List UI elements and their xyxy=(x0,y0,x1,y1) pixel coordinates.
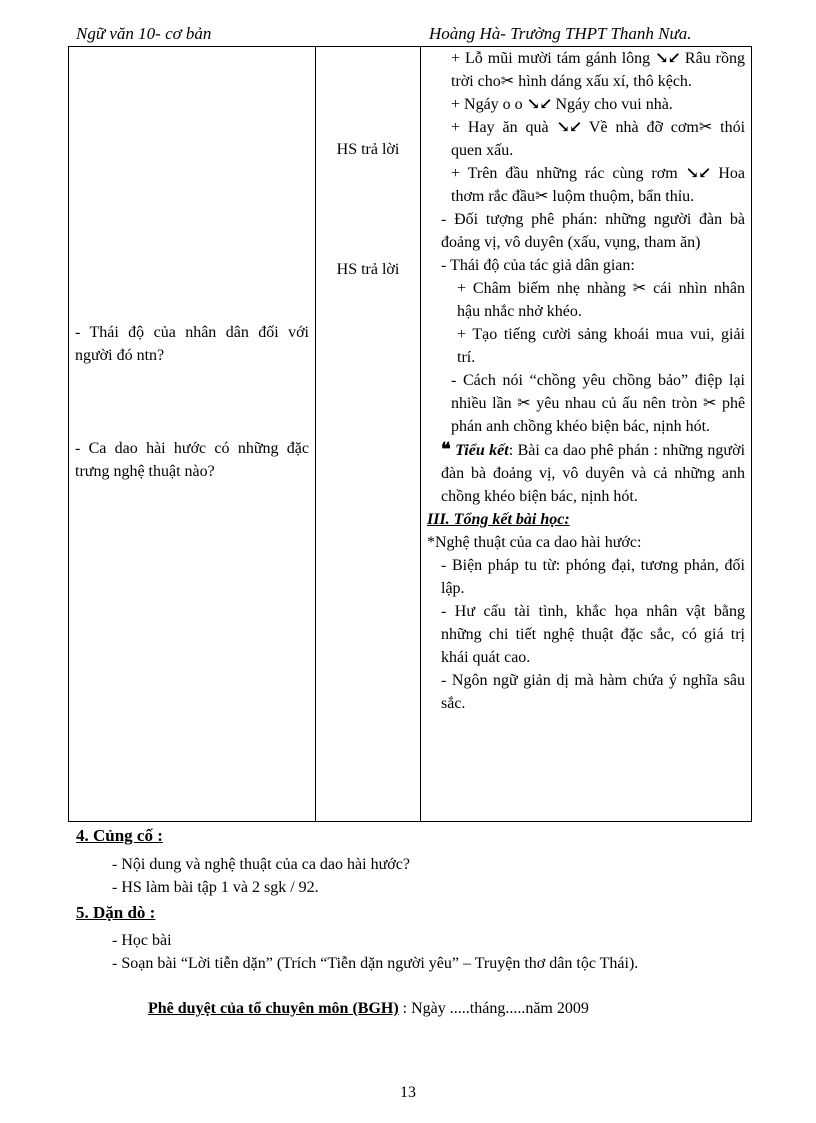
scissors-icon: ✂ xyxy=(698,119,713,136)
content-line: - Thái độ của tác giả dân gian: xyxy=(441,257,635,274)
arrow-icon: ↘↙ xyxy=(685,165,711,182)
scissors-icon: ✂ xyxy=(500,73,515,90)
arrow-icon: ↘↙ xyxy=(556,119,582,136)
approval-date: : Ngày .....tháng.....năm 2009 xyxy=(398,1000,589,1017)
arrow-icon: ↘↙ xyxy=(655,50,680,67)
content-line: - Ngôn ngữ giản dị mà hàm chứa ý nghĩa sâu sắc. xyxy=(441,672,745,712)
content-line: + Lỗ mũi mười tám gánh lông ↘↙ Râu rồng trời cho✂ hình dáng xấu xí, thô kệch. xyxy=(451,50,746,90)
content-line: - Cách nói “chồng yêu chồng bảo” điệp lại nhiều lần ✂ yêu nhau củ ấu nên tròn ✂ phê phán anh chồng khéo biện bác, nịnh hót. xyxy=(451,372,746,435)
content-line: *Nghệ thuật của ca dao hài hước: xyxy=(427,534,642,551)
question-attitude: - Thái độ của nhân dân đối với người đó ntn? xyxy=(75,324,309,364)
page-number: 13 xyxy=(400,1084,416,1101)
summary: ❝ Tiểu kết: Bài ca dao phê phán : những người đàn bà đoảng vị, vô duyên và cả những anh chồng khéo biện bác, nịnh hót. xyxy=(441,439,746,505)
consolidation-item: - HS làm bài tập 1 và 2 sgk / 92. xyxy=(112,879,319,896)
approval-label: Phê duyệt của tổ chuyên môn (BGH) xyxy=(148,1000,399,1017)
content-line: - Đối tượng phê phán: những người đàn bà đoảng vị, vô duyên (xấu, vụng, tham ăn) xyxy=(441,211,745,251)
hs-answer-1: HS trả lời xyxy=(336,141,400,158)
content-block xyxy=(421,47,751,715)
scissors-icon: ✂ xyxy=(534,188,549,205)
homework-item: - Học bài xyxy=(112,932,172,949)
lesson-table xyxy=(68,46,752,822)
student-column xyxy=(316,47,421,822)
scissors-icon: ✂ xyxy=(632,280,647,297)
content-line: + Trên đầu những rác cùng rơm ↘↙ Hoa thơm rắc đầu✂ luộm thuộm, bẩn thỉu. xyxy=(451,165,746,205)
quote-icon: ❝ xyxy=(441,439,451,459)
content-column xyxy=(421,47,752,822)
scissors-icon: ✂ xyxy=(702,395,717,412)
arrow-icon: ↘↙ xyxy=(526,96,552,113)
header-author: Hoàng Hà- Trường THPT Thanh Nưa. xyxy=(429,24,692,43)
homework-item: - Soạn bài “Lời tiễn dặn” (Trích “Tiễn dặn người yêu” – Truyện thơ dân tộc Thái). xyxy=(112,955,639,972)
header-subject: Ngữ văn 10- cơ bản xyxy=(76,24,212,43)
consolidation-heading: 4. Củng cố : xyxy=(76,826,163,845)
content-line: + Châm biếm nhẹ nhàng ✂ cái nhìn nhân hậu nhắc nhở khéo. xyxy=(457,280,746,320)
section-title: III. Tổng kết bài học: xyxy=(427,511,570,528)
content-line: - Biện pháp tu từ: phóng đại, tương phản, đối lập. xyxy=(441,557,745,597)
content-line: + Ngáy o o ↘↙ Ngáy cho vui nhà. xyxy=(451,96,673,113)
question-art: - Ca dao hài hước có những đặc trưng nghệ thuật nào? xyxy=(75,440,309,480)
hs-answer-2: HS trả lời xyxy=(336,261,400,278)
page-header xyxy=(76,24,748,47)
content-line: - Hư cấu tài tình, khắc họa nhân vật bằng những chi tiết nghệ thuật đặc sắc, có giá trị khái quát cao. xyxy=(441,603,745,666)
consolidation-item: - Nội dung và nghệ thuật của ca dao hài hước? xyxy=(112,856,410,873)
content-line: + Tạo tiếng cười sảng khoái mua vui, giải trí. xyxy=(457,326,745,366)
approval-line xyxy=(148,1000,589,1018)
content-line: + Hay ăn quà ↘↙ Về nhà đỡ cơm✂ thói quen xấu. xyxy=(451,119,746,159)
teacher-column xyxy=(69,47,316,822)
scissors-icon: ✂ xyxy=(517,395,531,412)
homework-heading: 5. Dặn dò : xyxy=(76,903,156,922)
